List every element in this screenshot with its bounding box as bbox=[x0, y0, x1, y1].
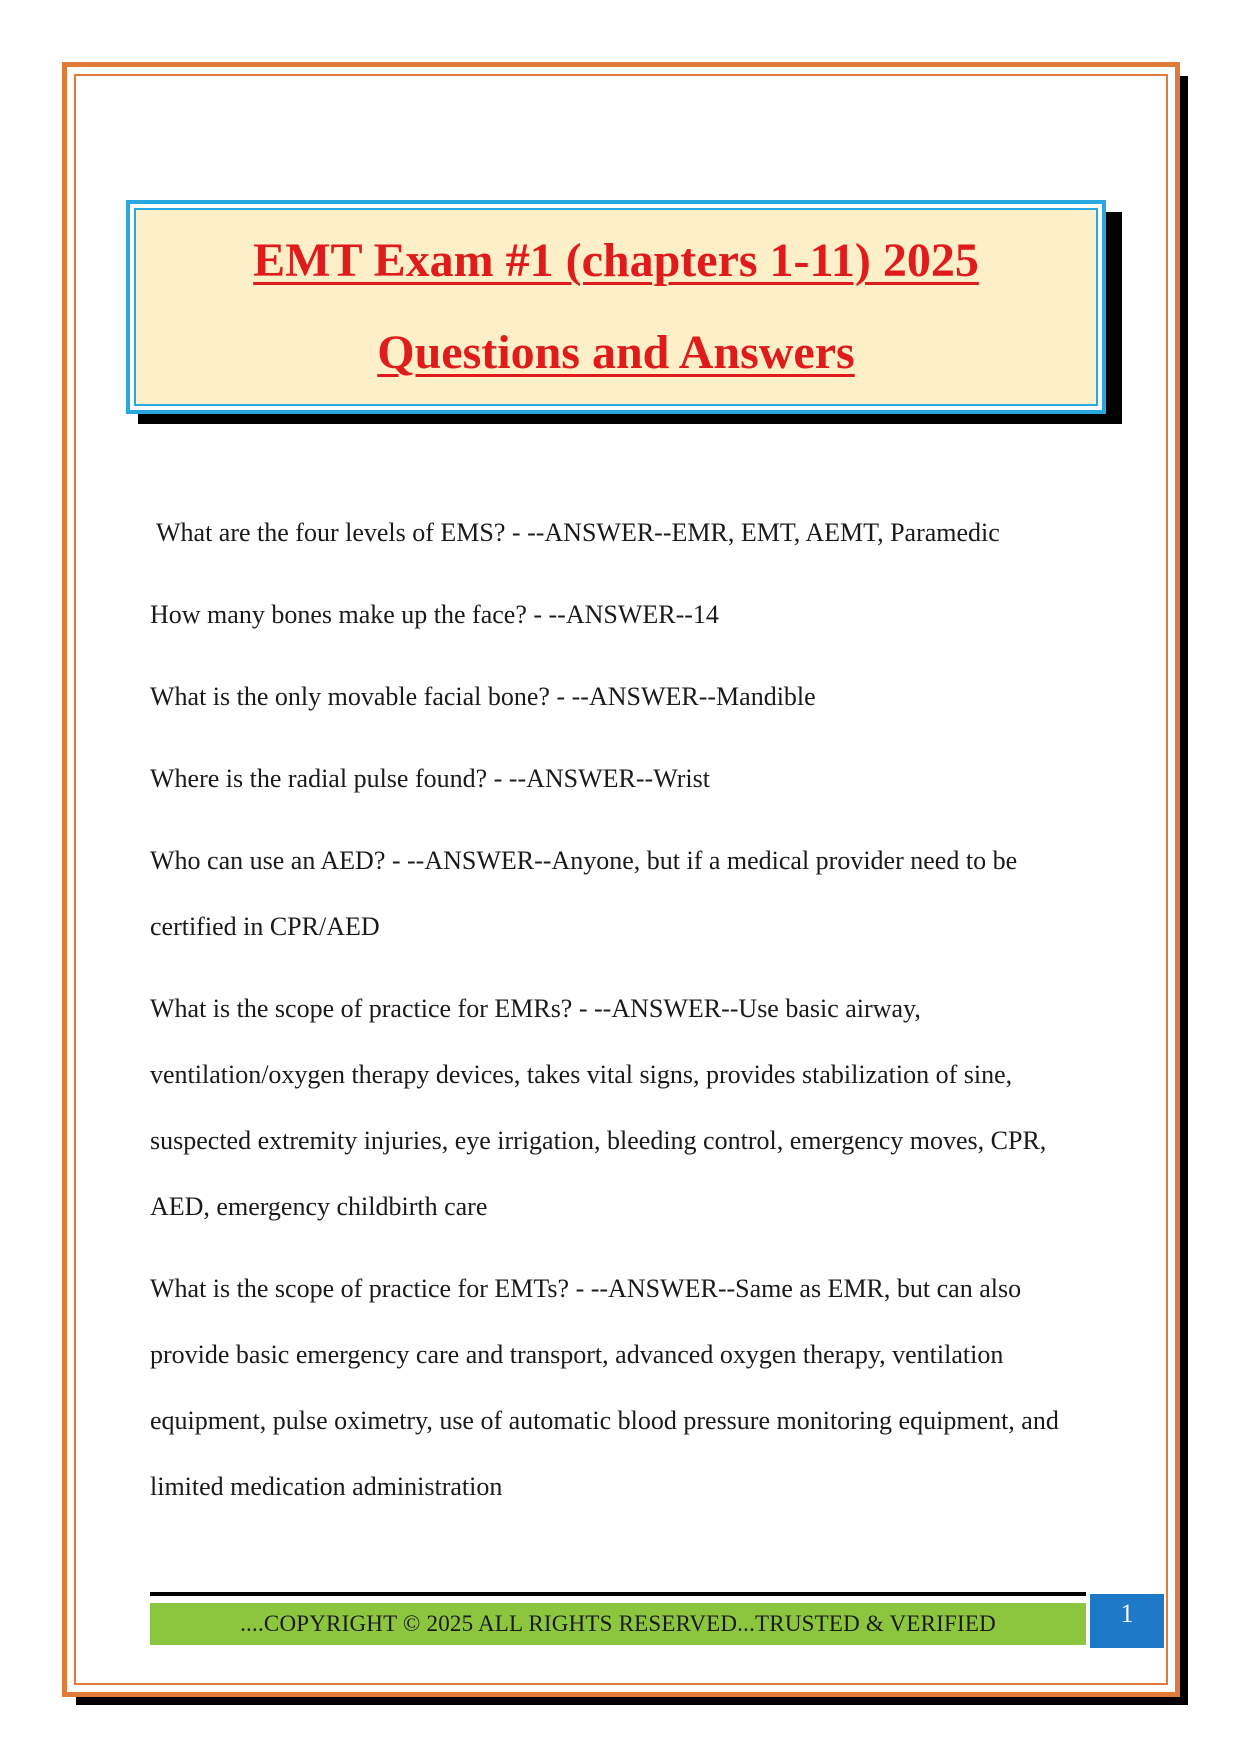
title-box bbox=[126, 200, 1106, 414]
page-number: 1 bbox=[1090, 1594, 1164, 1648]
document-subtitle: Questions and Answers bbox=[377, 326, 855, 379]
footer-copyright: ....COPYRIGHT © 2025 ALL RIGHTS RESERVED...TRUSTED & VERIFIED bbox=[150, 1603, 1086, 1645]
qa-item: Who can use an AED? - --ANSWER--Anyone, but if a medical provider need to be certified in CPR/AED bbox=[150, 846, 1018, 941]
qa-item: What is the only movable facial bone? - --ANSWER--Mandible bbox=[150, 682, 816, 711]
qa-item: What is the scope of practice for EMRs? - --ANSWER--Use basic airway, ventilation/oxygen therapy devices, takes vital signs, provides stabilization of sine, suspected extremity injuries, eye irrigation, bleeding control, emergency moves, CPR, AED, emergency childbirth care bbox=[150, 994, 1047, 1221]
qa-item: How many bones make up the face? - --ANSWER--14 bbox=[150, 600, 719, 629]
title-box-inner bbox=[134, 208, 1098, 406]
document-title: EMT Exam #1 (chapters 1-11) 2025 bbox=[253, 234, 979, 287]
footer-rule bbox=[150, 1592, 1086, 1596]
qa-item: What is the scope of practice for EMTs? - --ANSWER--Same as EMR, but can also provide basic emergency care and transport, advanced oxygen therapy, ventilation equipment, pulse oximetry, use of automatic blood pressure monitoring equipment, and limited medication administration bbox=[150, 1274, 1059, 1501]
qa-list bbox=[150, 500, 1100, 1536]
qa-item: What are the four levels of EMS? - --ANSWER--EMR, EMT, AEMT, Paramedic bbox=[156, 518, 1000, 547]
qa-item: Where is the radial pulse found? - --ANSWER--Wrist bbox=[150, 764, 710, 793]
